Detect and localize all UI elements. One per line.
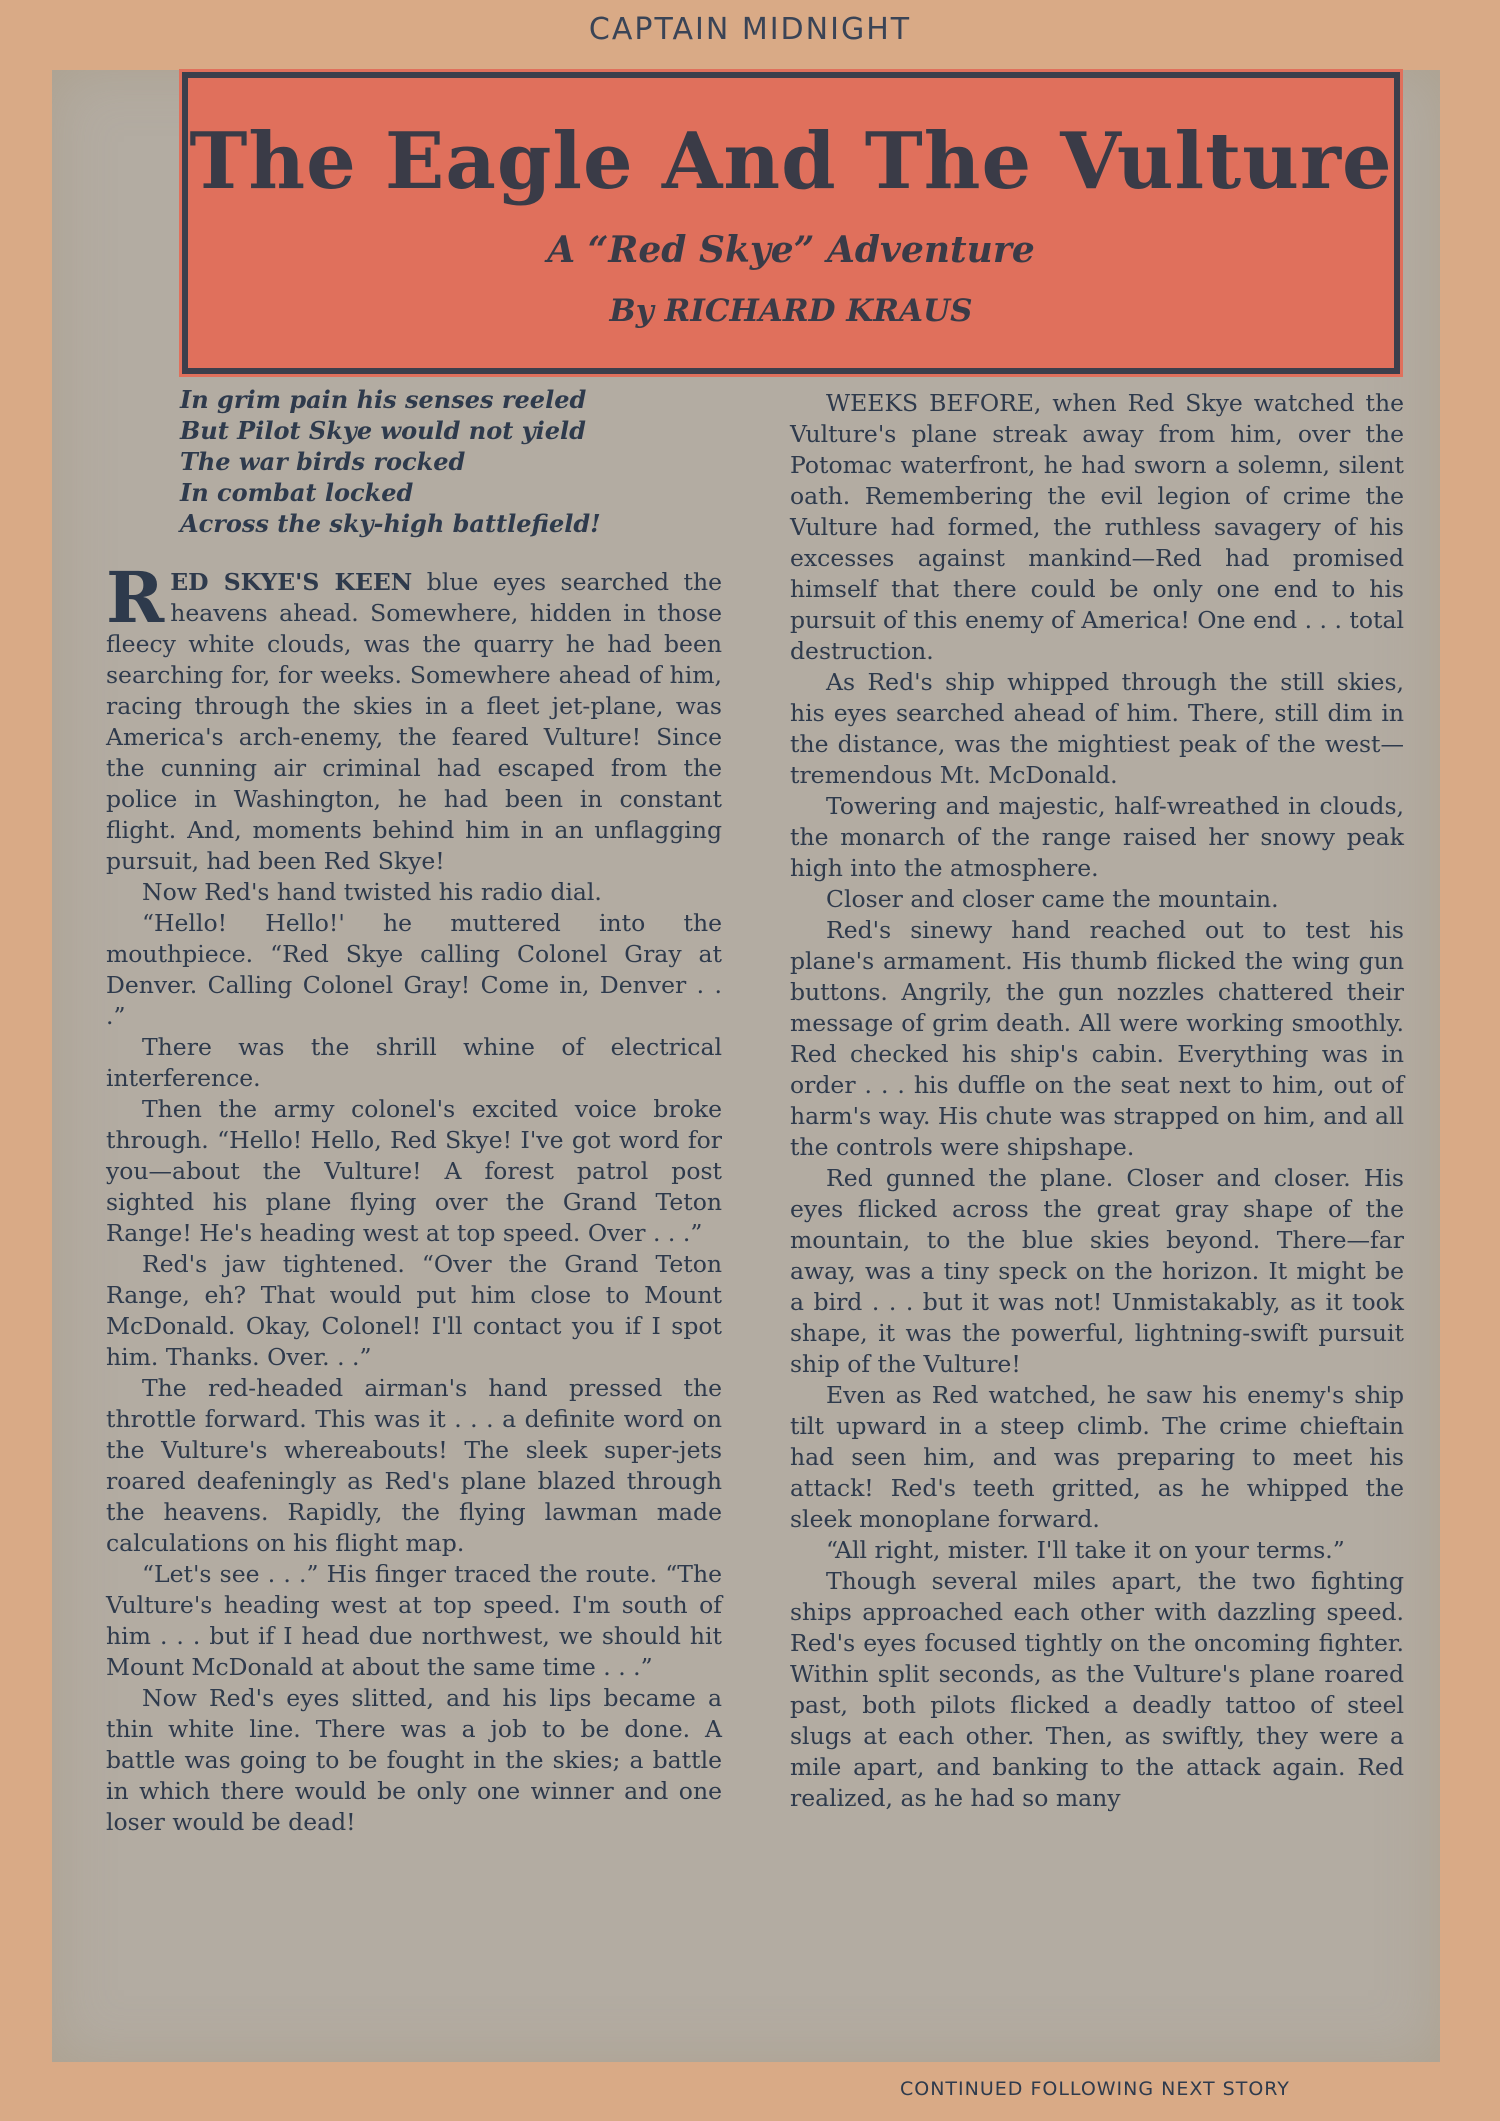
poem-line: The war birds rocked [180, 447, 466, 476]
paragraph: “Hello! Hello!' he muttered into the mouthpiece. “Red Skye calling Colonel Gray at Denver. Calling Colonel Gray! Come in, Denver . . .” [106, 909, 722, 1030]
poem-line: In combat locked [180, 478, 414, 507]
poem-line: But Pilot Skye would not yield [180, 416, 586, 445]
paragraph [106, 556, 722, 877]
paragraph: Though several miles apart, the two fighting ships approached each other with dazzling speed. Red's eyes focused tightly on the oncoming fighter. Within split seconds, as the Vulture's plane roared past, both pilots flicked a deadly tattoo of steel slugs at each other. Then, as swiftly, they were a mile apart, and banking to the attack again. Red realized, as he had so many [790, 1567, 1404, 1812]
right-column [790, 388, 1404, 1814]
poem [180, 384, 722, 539]
paragraph: As Red's ship whipped through the still skies, his eyes searched ahead of him. There, still dim in the distance, was the mightiest peak of the west—tremendous Mt. McDonald. [790, 668, 1404, 789]
paragraph: Even as Red watched, he saw his enemy's ship tilt upward in a steep climb. The crime chieftain had seen him, and was preparing to meet his attack! Red's teeth gritted, as he whipped the sleek monoplane forward. [790, 1381, 1404, 1533]
paragraph: Then the army colonel's excited voice broke through. “Hello! Hello, Red Skye! I've got word for you—about the Vulture! A forest patrol post sighted his plane flying over the Grand Teton Range! He's heading west at top speed. Over . . .” [106, 1095, 722, 1247]
left-column [106, 384, 722, 1838]
drop-cap: R [106, 556, 165, 639]
paragraph: WEEKS BEFORE, when Red Skye watched the Vulture's plane streak away from him, over the Potomac waterfront, he had sworn a solemn, silent oath. Remembering the evil legion of crime the Vulture had formed, the ruthless savagery of his excesses against mankind—Red had promised himself that there could be only one end to his pursuit of this enemy of America! One end . . . total destruction. [790, 389, 1404, 665]
running-head: CAPTAIN MIDNIGHT [588, 12, 912, 47]
poem-line: Across the sky-high battlefield! [180, 509, 601, 538]
paragraph: “Let's see . . .” His finger traced the route. “The Vulture's heading west at top speed. I'm south of him . . . but if I head due northwest, we should hit Mount McDonald at about the same time . . .” [106, 1560, 722, 1681]
poem-line: In grim pain his senses reeled [180, 385, 587, 414]
story-byline: By RICHARD KRAUS [609, 293, 973, 329]
lead-caps: ED SKYE'S KEEN [170, 568, 413, 596]
paragraph: “All right, mister. I'll take it on your terms.” [826, 1536, 1345, 1564]
paragraph: Red's sinewy hand reached out to test his plane's armament. His thumb flicked the wing gun buttons. Angrily, the gun nozzles chattered their message of grim death. All were working smoothly. Red checked his ship's cabin. Everything was in order . . . his duffle on the seat next to him, out of harm's way. His chute was strapped on him, and all the controls were shipshape. [790, 916, 1404, 1161]
paragraph: The red-headed airman's hand pressed the throttle forward. This was it . . . a definite word on the Vulture's whereabouts! The sleek super-jets roared deafeningly as Red's plane blazed through the heavens. Rapidly, the flying lawman made calculations on his flight map. [106, 1374, 722, 1557]
paragraph: Closer and closer came the mountain. [826, 885, 1279, 913]
paragraph: Towering and majestic, half-wreathed in clouds, the monarch of the range raised her snowy peak high into the atmosphere. [790, 792, 1404, 882]
story-title: The Eagle And The Vulture [189, 116, 1393, 207]
paragraph-text: blue eyes searched the heavens ahead. Somewhere, hidden in those fleecy white clouds, was the quarry he had been searching for, for weeks. Somewhere ahead of him, racing through the skies in a fleet jet-plane, was America's arch-enemy, the feared Vulture! Since the cunning air criminal had escaped from the police in Washington, he had been in constant flight. And, moments behind him in an unflagging pursuit, had been Red Skye! [106, 568, 722, 875]
paragraph: Red's jaw tightened. “Over the Grand Teton Range, eh? That would put him close to Mount McDonald. Okay, Colonel! I'll contact you if I spot him. Thanks. Over. . .” [106, 1250, 722, 1371]
paragraph: Red gunned the plane. Closer and closer. His eyes flicked across the great gray shape of the mountain, to the blue skies beyond. There—far away, was a tiny speck on the horizon. It might be a bird . . . but it was not! Unmistakably, as it took shape, it was the powerful, lightning-swift pursuit ship of the Vulture! [790, 1164, 1404, 1378]
paragraph: There was the shrill whine of electrical interference. [106, 1033, 722, 1092]
title-box [182, 72, 1400, 374]
story-subtitle: A “Red Skye” Adventure [547, 229, 1035, 271]
continued-notice: CONTINUED FOLLOWING NEXT STORY [900, 2078, 1290, 2100]
paragraph: Now Red's eyes slitted, and his lips became a thin white line. There was a job to be done. A battle was going to be fought in the skies; a battle in which there would be only one winner and one loser would be dead! [106, 1684, 722, 1836]
paragraph: Now Red's hand twisted his radio dial. [142, 878, 602, 906]
